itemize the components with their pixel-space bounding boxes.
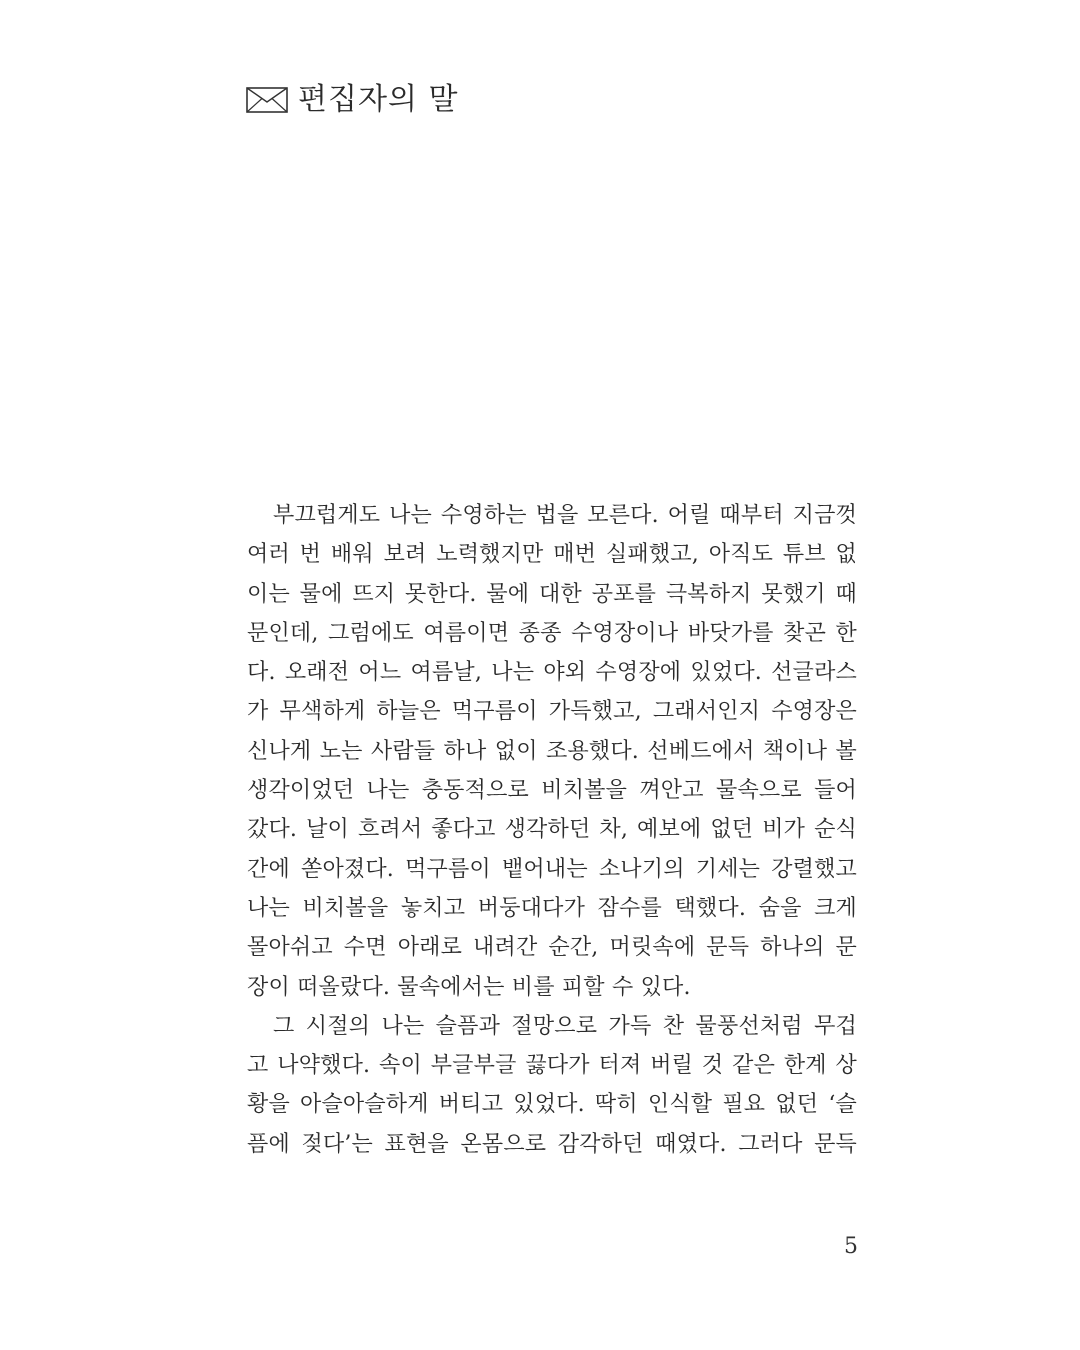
paragraph-1 (247, 496, 857, 1007)
body-text (247, 496, 857, 1164)
envelope-icon (246, 87, 288, 113)
text-line: 생각이었던 나는 충동적으로 비치볼을 껴안고 물속으로 들어 (247, 778, 857, 804)
text-line: 픔에 젖다’는 표현을 온몸으로 감각하던 때였다. 그러다 문득 (247, 1131, 857, 1157)
text-line: 나는 비치볼을 놓치고 버둥대다가 잠수를 택했다. 숨을 크게 (247, 895, 857, 921)
paragraph-2 (247, 1007, 857, 1164)
text-line: 이는 물에 뜨지 못한다. 물에 대한 공포를 극복하지 못했기 때 (247, 581, 857, 607)
text-line: 문인데, 그럼에도 여름이면 종종 수영장이나 바닷가를 찾곤 한 (247, 620, 857, 646)
text-line: 고 나약했다. 속이 부글부글 끓다가 터져 버릴 것 같은 한계 상 (247, 1053, 857, 1079)
text-line: 그 시절의 나는 슬픔과 절망으로 가득 찬 물풍선처럼 무겁 (273, 1013, 857, 1039)
text-line: 갔다. 날이 흐려서 좋다고 생각하던 차, 예보에 없던 비가 순식 (247, 817, 857, 843)
text-line: 몰아쉬고 수면 아래로 내려간 순간, 머릿속에 문득 하나의 문 (247, 935, 857, 961)
page-title: 편집자의 말 (298, 82, 459, 117)
text-line: 다. 오래전 어느 여름날, 나는 야외 수영장에 있었다. 선글라스 (247, 660, 857, 686)
text-line: 신나게 노는 사람들 하나 없이 조용했다. 선베드에서 책이나 볼 (247, 738, 857, 764)
page-number: 5 (844, 1234, 858, 1259)
section-heading (246, 78, 458, 122)
text-line: 간에 쏟아졌다. 먹구름이 뱉어내는 소나기의 기세는 강렬했고 (247, 856, 857, 882)
text-line: 가 무색하게 하늘은 먹구름이 가득했고, 그래서인지 수영장은 (247, 699, 857, 725)
text-line: 황을 아슬아슬하게 버티고 있었다. 딱히 인식할 필요 없던 ‘슬 (247, 1092, 857, 1118)
text-line: 여러 번 배워 보려 노력했지만 매번 실패했고, 아직도 튜브 없 (247, 542, 857, 568)
text-line: 장이 떠올랐다. 물속에서는 비를 피할 수 있다. (247, 974, 691, 1000)
text-line: 부끄럽게도 나는 수영하는 법을 모른다. 어릴 때부터 지금껏 (273, 503, 857, 528)
